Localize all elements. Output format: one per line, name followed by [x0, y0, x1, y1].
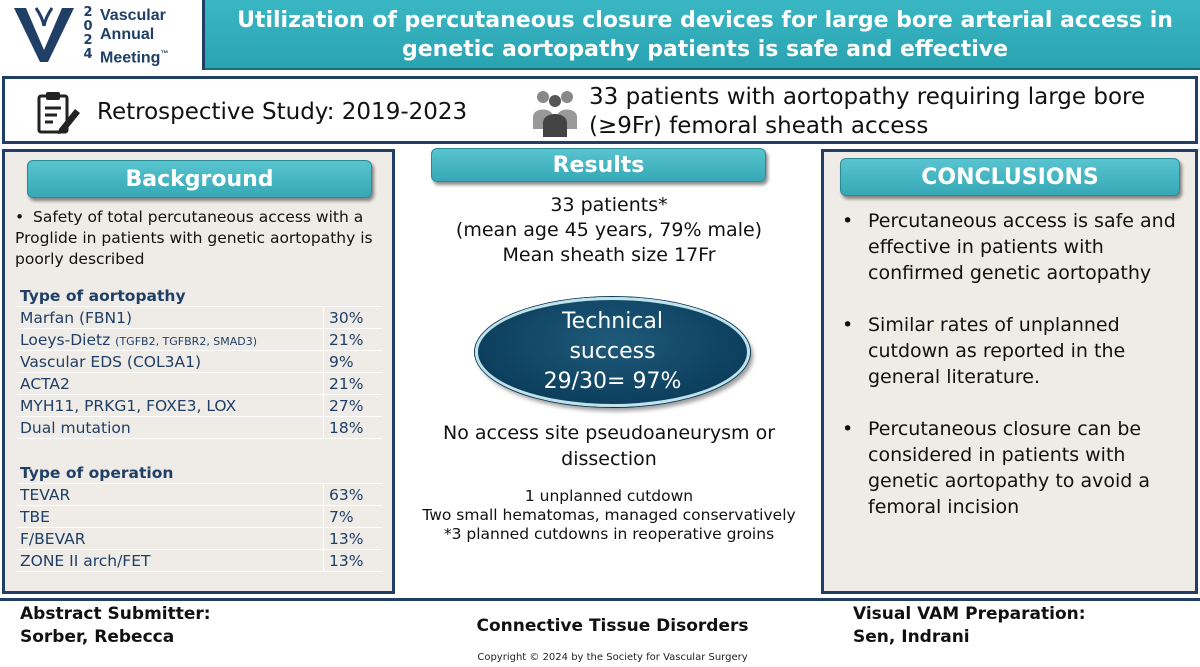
row-value: 30% [329, 309, 364, 327]
row-label: F/BEVAR [17, 528, 324, 549]
row-value: 9% [329, 353, 354, 371]
bullet-icon: • [842, 210, 854, 232]
row-value: 21% [329, 375, 364, 393]
results-details [400, 487, 818, 544]
results-patients: 33 patients* [550, 194, 668, 216]
list-item [840, 208, 1190, 286]
row-label-text: Vascular EDS (COL3A1) [20, 353, 201, 371]
row-value: 7% [329, 508, 354, 526]
row-value: 27% [329, 397, 364, 415]
vam-logo [0, 0, 205, 70]
table-row [17, 550, 382, 572]
technical-success-oval [475, 297, 750, 407]
row-label [17, 351, 324, 372]
logo-line: Vascular [100, 7, 166, 24]
conclusions-list [840, 208, 1190, 546]
submitter-name: Sorber, Rebecca [20, 627, 175, 647]
row-label [17, 329, 324, 350]
list-item [840, 312, 1190, 390]
background-heading: Background [27, 160, 372, 198]
results-detail: *3 planned cutdowns in reoperative groins [443, 525, 775, 543]
logo-line [100, 44, 168, 67]
row-value: 63% [329, 486, 364, 504]
results-detail: Two small hematomas, managed conservatively [422, 506, 796, 524]
table-row [17, 395, 382, 417]
footer-divider [0, 598, 1200, 601]
table-row [17, 506, 382, 528]
row-label [17, 395, 324, 416]
aortopathy-table [17, 285, 382, 439]
results-summary [400, 193, 818, 268]
table-row [17, 373, 382, 395]
results-detail: 1 unplanned cutdown [524, 487, 694, 505]
conclusion-text: Percutaneous closure can be considered in patients with genetic aortopathy to avoid a femoral incision [868, 418, 1150, 518]
aortopathy-table-heading: Type of aortopathy [17, 285, 382, 307]
no-access-complication: No access site pseudoaneurysm or dissection [442, 422, 776, 470]
row-label-text: Dual mutation [20, 419, 131, 437]
logo-year-digit: 2 [83, 5, 93, 20]
people-group-icon [529, 87, 581, 137]
study-period: Retrospective Study: 2019-2023 [97, 99, 468, 125]
vam-logo-v-icon [10, 4, 80, 66]
row-label-text: Marfan (FBN1) [20, 309, 133, 327]
table-row [17, 484, 382, 506]
oval-success-rate: 29/30= 97% [543, 369, 682, 394]
row-value: 13% [329, 552, 364, 570]
oval-line: Technical [561, 309, 664, 334]
prep-label: Visual VAM Preparation: [853, 604, 1086, 624]
row-label [17, 417, 324, 438]
logo-year-digit: 2 [83, 33, 93, 48]
logo-trademark: ™ [160, 49, 169, 58]
oval-line: success [569, 339, 656, 364]
conclusions-heading: CONCLUSIONS [840, 158, 1180, 196]
operation-table-heading: Type of operation [17, 462, 382, 484]
operation-table [17, 462, 382, 572]
results-demographics: (mean age 45 years, 79% male) [455, 219, 763, 241]
row-value: 13% [329, 530, 364, 548]
logo-year-digit: 0 [83, 19, 93, 34]
bullet-icon: • [842, 314, 854, 336]
page-title: Utilization of percutaneous closure devices for large bore arterial access in genetic aortopathy patients is safe and effective [237, 8, 1173, 62]
results-sheath-size: Mean sheath size 17Fr [502, 244, 716, 266]
row-label-genes: (TGFB2, TGFBR2, SMAD3) [115, 335, 258, 348]
background-bullet [15, 207, 390, 270]
row-value: 21% [329, 331, 364, 349]
clipboard-pencil-icon [35, 89, 81, 135]
conclusion-text: Percutaneous access is safe and effective in patients with confirmed genetic aortopathy [868, 210, 1176, 284]
row-label-text: MYH11, PRKG1, FOXE3, LOX [20, 397, 237, 415]
conclusions-panel [821, 149, 1198, 594]
row-label-text: ACTA2 [20, 375, 70, 393]
row-label: TEVAR [17, 484, 324, 505]
patient-summary: 33 patients with aortopathy requiring large bore (≥9Fr) femoral sheath access [589, 84, 1146, 139]
logo-year-digit: 4 [83, 47, 93, 62]
table-row [17, 417, 382, 439]
logo-year [82, 6, 94, 62]
logo-wordmark [100, 6, 168, 67]
background-panel [2, 149, 395, 594]
category-label: Connective Tissue Disorders [476, 616, 749, 636]
visual-preparation [853, 603, 1086, 649]
row-label [17, 373, 324, 394]
header-banner [0, 0, 1200, 70]
row-value: 18% [329, 419, 364, 437]
logo-line: Annual [100, 26, 155, 43]
table-row [17, 351, 382, 373]
conclusion-text: Similar rates of unplanned cutdown as reported in the general literature. [868, 314, 1126, 388]
abstract-submitter [20, 603, 211, 649]
table-row [17, 307, 382, 329]
row-label: ZONE II arch/FET [17, 550, 324, 571]
list-item [840, 416, 1190, 520]
row-label-text: Loeys-Dietz [20, 331, 116, 349]
copyright-notice: Copyright © 2024 by the Society for Vascular Surgery [477, 652, 748, 663]
background-bullet-text: Safety of total percutaneous access with a Proglide in patients with genetic aortopathy is poorly described [15, 208, 373, 268]
row-label [17, 307, 324, 328]
table-row [17, 528, 382, 550]
row-label: TBE [17, 506, 324, 527]
results-heading: Results [431, 148, 766, 182]
bullet-icon: • [15, 208, 25, 226]
prep-name: Sen, Indrani [853, 627, 970, 647]
logo-line-text: Meeting [100, 49, 161, 67]
table-row [17, 329, 382, 351]
bullet-icon: • [842, 418, 854, 440]
submitter-label: Abstract Submitter: [20, 604, 211, 624]
study-banner [2, 76, 1198, 144]
